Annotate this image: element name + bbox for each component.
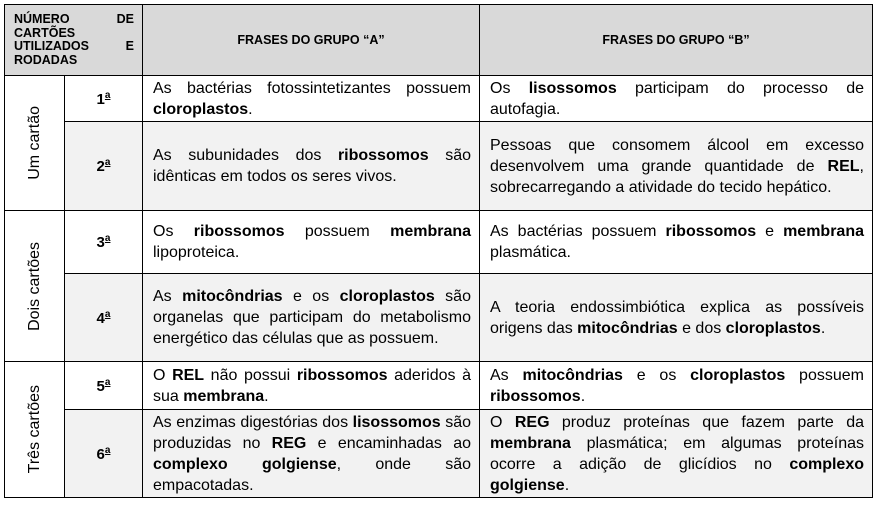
table-row	[5, 76, 873, 122]
keyword: membrana	[490, 434, 571, 452]
keyword: membrana	[783, 223, 864, 240]
phrase-text: As bactérias possuem	[490, 223, 666, 240]
phrase-a	[143, 410, 480, 498]
phrase-text: Os	[490, 79, 529, 97]
round-number: 4$^a$	[65, 274, 143, 362]
keyword: REG	[271, 434, 307, 452]
table-row	[5, 274, 873, 362]
round-number: 3$^a$	[65, 211, 143, 274]
phrase-text: .	[248, 100, 253, 118]
phrase-b	[480, 211, 873, 274]
phrase-text: são organelas que participam do metabolismo energético das células que as possuem.	[153, 288, 471, 347]
keyword: lisossomos	[352, 413, 441, 431]
round-number: 1$^a$	[65, 76, 143, 122]
phrase-b	[480, 76, 873, 122]
round-number: 2$^a$	[65, 122, 143, 211]
header-line-1: NÚMERO DE	[14, 12, 134, 26]
keyword: ribossomos	[337, 147, 429, 164]
header-line-2: CARTÕES	[14, 25, 76, 40]
phrase-text: , sobrecarregando a atividade do tecido hepático.	[490, 157, 864, 196]
phrase-text: O	[490, 413, 515, 431]
group-cell-two-cards	[5, 211, 65, 362]
phrase-text: As	[153, 288, 183, 305]
keyword: mitocôndrias	[522, 366, 623, 384]
phrase-text: As enzimas digestórias dos	[153, 413, 353, 431]
keyword: mitocôndrias	[577, 319, 678, 337]
phrase-a	[143, 76, 480, 122]
phrase-text: Pessoas que consomem álcool em excesso desenvolvem uma grande quantidade de	[490, 136, 864, 175]
keyword: lisossomos	[528, 79, 617, 97]
phrases-table	[4, 4, 873, 498]
keyword: cloroplastos	[690, 366, 786, 384]
header-group-a: FRASES DO GRUPO “A”	[143, 5, 480, 76]
phrase-b	[480, 410, 873, 498]
phrase-a	[143, 362, 480, 410]
phrase-text: O	[153, 366, 173, 384]
phrase-b	[480, 362, 873, 410]
table-row	[5, 362, 873, 410]
phrase-text: aderidos à sua	[153, 366, 472, 405]
keyword: mitocôndrias	[182, 288, 283, 305]
phrase-text: .	[580, 387, 586, 405]
keyword: ribossomos	[490, 387, 581, 405]
keyword: membrana	[183, 387, 265, 405]
phrase-text: , onde são empacotadas.	[153, 455, 472, 494]
phrase-text: As subunidades dos	[153, 147, 338, 164]
phrase-text: e dos	[677, 319, 726, 337]
group-label: Três cartões	[25, 385, 43, 474]
phrase-b	[480, 274, 873, 362]
phrase-text: As bactérias fotossintetizantes possuem	[153, 79, 471, 97]
keyword: ribossomos	[193, 223, 285, 240]
keyword: ribossomos	[296, 366, 388, 384]
header-line-3: UTILIZADOS E	[14, 39, 134, 53]
phrase-text: possuem	[785, 366, 864, 384]
phrase-text: e	[756, 223, 784, 240]
phrase-text: e encaminhadas ao	[306, 434, 471, 452]
phrase-text: são produzidas no	[153, 413, 472, 452]
keyword: complexo golgiense	[153, 455, 337, 473]
phrase-b	[480, 122, 873, 211]
phrase-text: plasmática; em algumas proteínas ocorre a adição de glicídios no	[490, 434, 864, 473]
phrase-text: produz proteínas que fazem parte da	[549, 413, 865, 431]
table-row	[5, 410, 873, 498]
header-row	[5, 5, 873, 76]
phrase-text: Os	[153, 223, 194, 240]
phrase-text: .	[564, 476, 570, 494]
group-cell-three-cards	[5, 362, 65, 498]
keyword: cloroplastos	[153, 100, 249, 118]
keyword: cloroplastos	[339, 288, 435, 305]
keyword: ribossomos	[665, 223, 757, 240]
phrase-text: As	[490, 366, 523, 384]
table-row	[5, 211, 873, 274]
keyword: REL	[827, 157, 860, 175]
phrase-text: lipoproteica.	[153, 244, 240, 261]
keyword: REG	[514, 413, 550, 431]
phrase-text: e os	[622, 366, 691, 384]
header-card-count	[5, 5, 143, 76]
phrase-text: não possui	[204, 366, 297, 384]
phrase-a	[143, 211, 480, 274]
round-number: 5$^a$	[65, 362, 143, 410]
phrase-text: possuem	[284, 223, 391, 240]
group-cell-one-card	[5, 76, 65, 211]
keyword: membrana	[390, 223, 472, 240]
phrase-text: plasmática.	[490, 244, 571, 261]
round-number: 6$^a$	[65, 410, 143, 498]
phrase-text: são idênticas em todos os seres vivos.	[153, 147, 471, 185]
keyword: complexo golgiense	[490, 455, 864, 494]
phrase-text: .	[264, 387, 269, 405]
phrase-text: e os	[282, 288, 340, 305]
keyword: cloroplastos	[725, 319, 821, 337]
header-group-b: FRASES DO GRUPO “B”	[480, 5, 873, 76]
keyword: REL	[172, 366, 205, 384]
group-label: Dois cartões	[25, 241, 43, 331]
group-label: Um cartão	[25, 106, 43, 180]
phrase-text: A teoria endossimbiótica explica as possíveis origens das	[490, 298, 864, 337]
phrase-a	[143, 122, 480, 211]
table-row	[5, 122, 873, 211]
phrase-text: participam do processo de autofagia.	[490, 79, 864, 118]
phrase-a	[143, 274, 480, 362]
phrase-text: .	[820, 319, 826, 337]
header-line-4: RODADAS	[14, 52, 78, 67]
